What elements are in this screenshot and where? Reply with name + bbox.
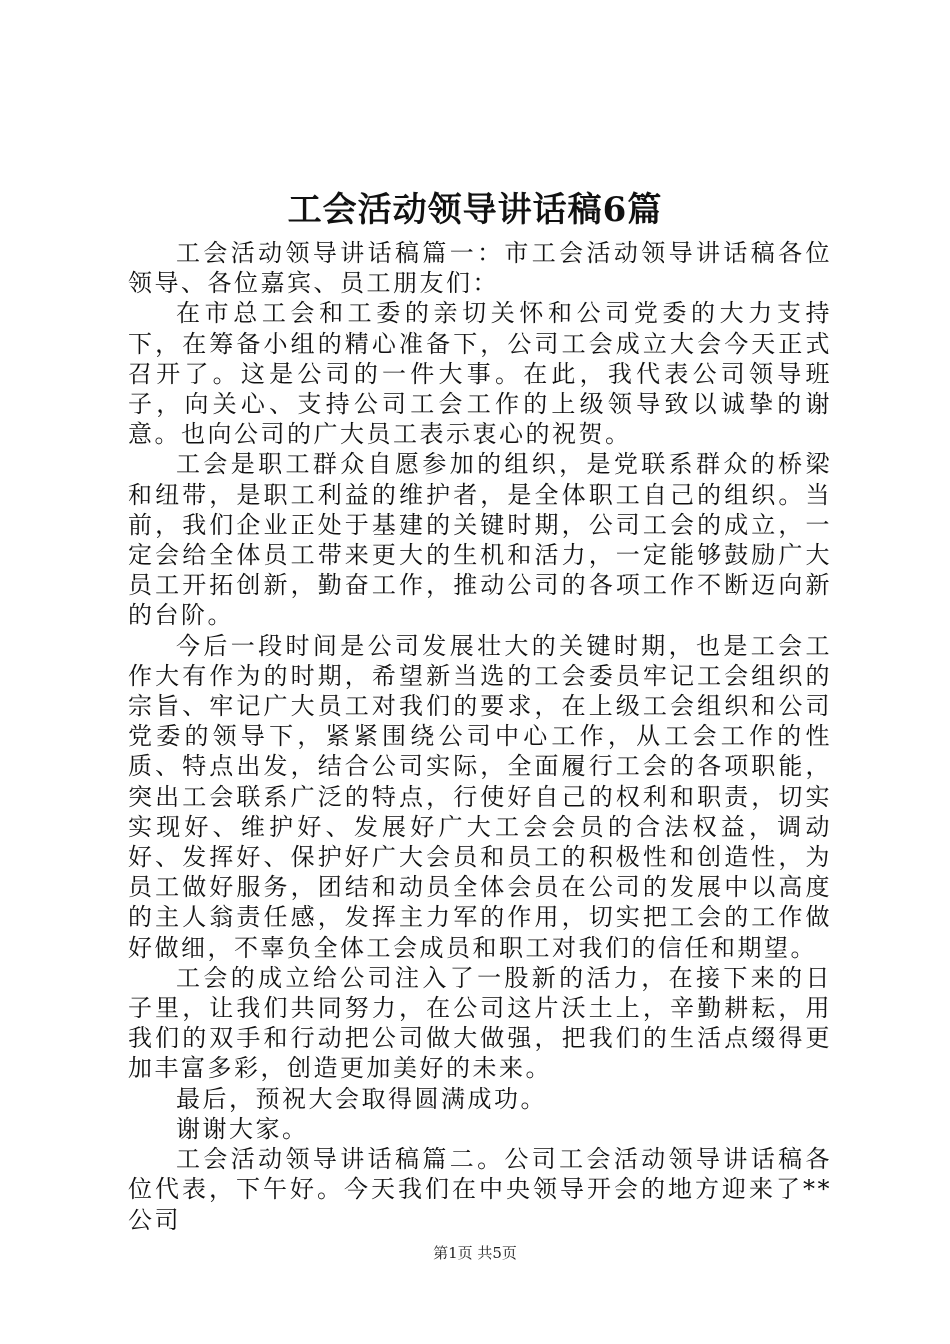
paragraph: 最后，预祝大会取得圆满成功。 — [176, 1084, 547, 1113]
paragraph: 在市总工会和工委的亲切关怀和公司党委的大力支持下，在筹备小组的精心准备下，公司工会成立大会今天正式召开了。这是公司的一件大事。在此，我代表公司领导班子，向关心、支持公司工会工作的上级领导致以诚挚的谢意。也向公司的广大员工表示衷心的祝贺。 — [128, 299, 832, 449]
paragraph: 工会的成立给公司注入了一股新的活力，在接下来的日子里，让我们共同努力，在公司这片沃土上，辛勤耕耘，用我们的双手和行动把公司做大做强，把我们的生活点缀得更加丰富多彩，创造更加美好的未来。 — [128, 963, 832, 1083]
document-title: 工会活动领导讲话稿6篇 — [287, 190, 663, 230]
document-body — [128, 238, 832, 1235]
paragraph: 谢谢大家。 — [176, 1114, 309, 1143]
paragraph: 今后一段时间是公司发展壮大的关键时期，也是工会工作大有作为的时期，希望新当选的工会委员牢记工会组织的宗旨、牢记广大员工对我们的要求，在上级工会组织和公司党委的领导下，紧紧围绕公司中心工作，从工会工作的性质、特点出发，结合公司实际，全面履行工会的各项职能，突出工会联系广泛的特点，行使好自己的权利和职责，切实实现好、维护好、发展好广大工会会员的合法权益，调动好、发挥好、保护好广大会员和员工的积极性和创造性，为员工做好服务，团结和动员全体会员在公司的发展中以高度的主人翁责任感，发挥主力军的作用，切实把工会的工作做好做细，不辜负全体工会成员和职工对我们的信任和期望。 — [128, 631, 832, 962]
page-number-footer: 第1页 共5页 — [433, 1244, 517, 1262]
paragraph: 工会是职工群众自愿参加的组织，是党联系群众的桥梁和纽带，是职工利益的维护者，是全体职工自己的组织。当前，我们企业正处于基建的关键时期，公司工会的成立，一定会给全体员工带来更大的生机和活力，一定能够鼓励广大员工开拓创新，勤奋工作，推动公司的各项工作不断迈向新的台阶。 — [128, 450, 832, 630]
paragraph: 工会活动领导讲话稿篇二。公司工会活动领导讲话稿各位代表，下午好。今天我们在中央领导开会的地方迎来了**公司 — [128, 1145, 832, 1234]
paragraph: 工会活动领导讲话稿篇一：市工会活动领导讲话稿各位领导、各位嘉宾、员工朋友们： — [128, 239, 832, 298]
